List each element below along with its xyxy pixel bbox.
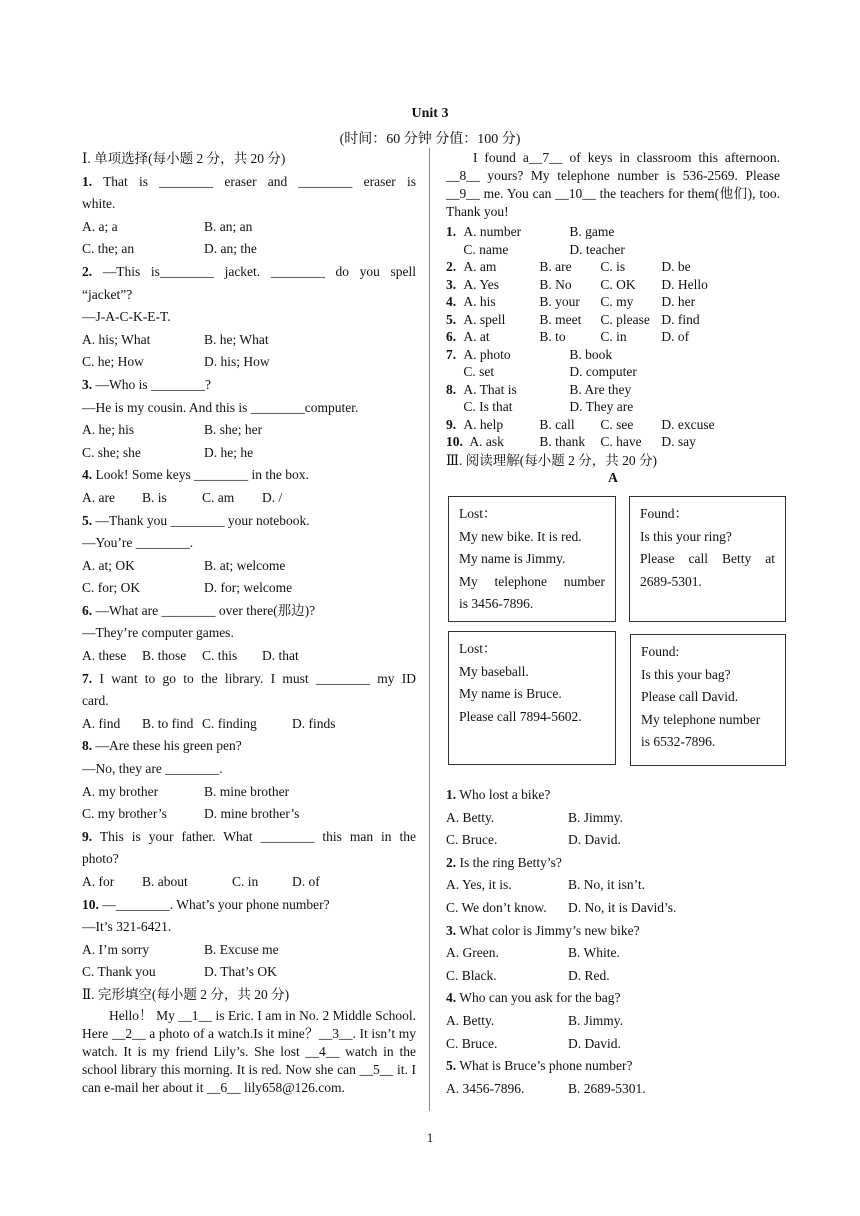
question-line [82,826,416,849]
option[interactable]: B. book [569,346,613,362]
notice-line: Please call Betty at [640,551,775,567]
page-title: Unit 3 [411,106,449,121]
notice-line: Lost： [459,641,497,656]
option-number: 1. [446,224,457,239]
option[interactable]: A. for [82,874,115,889]
option[interactable]: B. game [569,224,615,239]
question-text: white. [82,196,116,212]
question-text: This is your father. What ________ this man in the [99,828,416,844]
option[interactable]: B. thank [539,434,586,449]
cloze-option-row [446,381,780,399]
option[interactable]: B. to [539,329,566,344]
option[interactable]: B. about [142,874,188,889]
option-row [446,897,780,920]
question-number: 1. [82,173,93,189]
part-label: A [608,470,618,485]
option[interactable]: B. are [539,259,572,274]
option-row [82,351,416,374]
option-row [446,1033,780,1056]
question-line [446,920,780,943]
option-row [82,555,416,578]
question-number: 2. [82,263,93,279]
option[interactable]: D. computer [569,364,637,379]
option[interactable]: B. meet [539,311,582,327]
cloze-option-row [446,433,780,451]
question-number: 6. [82,602,93,618]
option[interactable]: A. these [82,648,127,664]
option[interactable]: B. those [142,648,187,664]
option[interactable]: A. 3456-7896. [446,1080,525,1096]
section3-heading: Ⅲ. 阅读理解(每小题 2 分，共 20 分) [446,452,658,468]
option[interactable]: D. That’s OK [204,964,277,980]
question-text: Who lost a bike? [459,787,551,802]
cloze-option-row [446,223,780,241]
option[interactable]: B. at; welcome [204,557,286,573]
question-text: —It’s 321-6421. [82,919,172,935]
option[interactable]: B. mine brother [204,783,290,799]
option[interactable]: C. have [600,434,642,449]
passage-text: Hello！ My __1__ is Eric. I am in No. 2 Middle School. Here __2__ a photo of a watch.Is it mine？__3__. It isn’t my watch. It is my friend Lily’s. She lost __4__ watch in the school library this morning. It is red. Now she can __5__ it. I can e-mail her about it __6__ lily658@126.com. [82,1007,416,1095]
question-number: 9. [82,828,93,844]
notice-line: Is this your bag? [641,666,731,682]
option[interactable]: D. mine brother’s [204,806,300,822]
option-row [82,329,416,352]
question-number: 3. [446,922,457,938]
notice-line: My name is Bruce. [459,686,562,702]
option[interactable]: C. set [463,364,495,379]
option[interactable]: A. am [463,259,497,274]
notice-lost-bike [448,496,616,622]
option-number: 4. [446,294,457,309]
option[interactable]: C. name [463,241,509,257]
notice-line: is 6532-7896. [641,734,716,750]
option-number: 9. [446,416,457,432]
option[interactable]: D. his; How [204,354,270,370]
option-number: 3. [446,276,457,292]
option-row [82,713,416,736]
option[interactable]: D. David. [568,832,621,848]
option[interactable]: C. We don’t know. [446,899,547,915]
option-row [82,645,416,668]
right-column [446,148,780,487]
option[interactable]: D. of [661,329,690,344]
notice-found-ring [629,496,786,622]
option[interactable]: D. an; the [204,241,257,257]
cloze-option-row [446,363,780,381]
question-line [82,668,416,691]
option[interactable]: A. Yes, it is. [446,877,512,893]
option-row [82,577,416,600]
question-text: —________. What’s your phone number? [102,896,330,912]
question-line [82,600,416,623]
option[interactable]: D. say [661,434,696,449]
notice-line: Is this your ring? [640,528,732,544]
option[interactable]: D. teacher [569,241,625,257]
option[interactable]: A. at [463,329,490,344]
option[interactable]: C. Bruce. [446,1035,498,1051]
question-line [82,464,416,487]
option[interactable]: C. the; an [82,241,135,257]
cloze-option-row [446,346,780,364]
cloze-option-row [446,258,780,276]
option[interactable]: A. spell [463,311,506,327]
option-number: 7. [446,346,457,362]
question-number: 3. [82,376,93,392]
option-row [446,874,780,897]
option-row [82,871,416,894]
question-number: 4. [82,467,93,483]
option[interactable]: D. No, it is David’s. [568,899,677,915]
reading-questions [446,784,780,1100]
option-row [82,781,416,804]
option-number: 6. [446,329,457,344]
option[interactable]: B. to find [142,715,194,731]
option[interactable]: A. Yes [463,276,500,292]
notice-line: is 3456-7896. [459,596,534,612]
question-text: What color is Jimmy’s new bike? [459,922,640,938]
cloze-option-row [446,293,780,311]
option[interactable]: A. my brother [82,783,159,799]
question-number: 5. [446,1058,457,1074]
option[interactable]: B. she; her [204,422,263,438]
option[interactable]: A. Betty. [446,1012,495,1028]
option[interactable]: D. / [262,489,283,505]
question-line [82,374,416,397]
question-number: 8. [82,738,93,754]
cloze-options [446,223,780,451]
option[interactable]: A. help [463,416,504,432]
page-number: 1 [426,1130,434,1145]
option-number: 10. [446,434,463,449]
notice-line: My baseball. [459,663,529,679]
option[interactable]: B. Are they [569,381,632,397]
option[interactable]: B. No, it isn’t. [568,877,646,893]
question-line [446,1055,780,1078]
option[interactable]: C. in [600,329,627,344]
option[interactable]: C. see [600,416,634,432]
question-line [82,735,416,758]
option[interactable]: C. in [232,874,259,889]
cloze-option-row [446,241,780,259]
option[interactable]: D. for; welcome [204,580,293,596]
option[interactable]: A. at; OK [82,557,135,573]
question-number: 4. [446,990,457,1006]
option[interactable]: D. her [661,294,696,309]
option[interactable]: C. he; How [82,354,144,370]
question-text: Is the ring Betty’s? [459,854,562,870]
option[interactable]: A. he; his [82,422,135,438]
question-text: —J-A-C-K-E-T. [82,309,171,325]
option[interactable]: B. is [142,489,167,505]
option[interactable]: A. are [82,489,115,505]
option-row [446,829,780,852]
option[interactable]: A. photo [463,346,511,362]
option-row [82,939,416,962]
option-number: 2. [446,259,457,274]
option-row [82,238,416,261]
question-text: —Thank you ________ your notebook. [95,512,310,528]
option[interactable]: D. Red. [568,967,610,983]
cloze-option-row [446,276,780,294]
question-line [446,784,780,807]
option-row [446,807,780,830]
notice-line: My name is Jimmy. [459,551,566,567]
option-row [82,487,416,510]
option[interactable]: C. for; OK [82,580,141,596]
question-line [82,894,416,917]
notice-line: Please call 7894-5602. [459,708,582,724]
question-number: 2. [446,854,457,870]
option-row [446,965,780,988]
notice-found-bag [630,634,786,766]
option[interactable]: A. his; What [82,331,151,347]
option[interactable]: A. Betty. [446,809,495,825]
option-number: 5. [446,311,457,327]
question-text: photo? [82,851,119,867]
option[interactable]: A. Green. [446,945,499,961]
option[interactable]: B. he; What [204,331,269,347]
option[interactable]: B. Excuse me [204,941,279,957]
option[interactable]: A. I’m sorry [82,941,150,957]
option[interactable]: A. find [82,715,121,731]
question-text: —This is________ jacket. ________ do you spell [102,263,416,279]
option[interactable]: B. your [539,294,580,309]
question-line [82,171,416,194]
option-number: 8. [446,381,457,397]
option[interactable]: B. No [539,276,572,292]
question-text: —You’re ________. [82,535,194,551]
option-row [446,1078,780,1101]
question-line [446,987,780,1010]
question-text: —What are ________ over there(那边)? [95,602,316,618]
notice-line: My new bike. It is red. [459,528,582,544]
question-text: —He is my cousin. And this is ________computer. [82,399,359,415]
option-row [82,442,416,465]
question-text: card. [82,693,109,709]
option[interactable]: D. be [661,259,691,274]
option[interactable]: A. a; a [82,218,118,234]
question-number: 10. [82,896,99,912]
notice-line: 2689-5301. [640,573,702,589]
option[interactable]: C. Black. [446,967,497,983]
question-line [82,261,416,284]
question-number: 5. [82,512,93,528]
notice-lost-baseball [448,631,616,765]
question-text: —Are these his green pen? [95,738,242,754]
option-row [446,1010,780,1033]
option[interactable]: D. They are [569,399,634,414]
question-text: What is Bruce’s phone number? [459,1058,633,1074]
option[interactable]: B. Jimmy. [568,809,624,825]
option[interactable]: D. David. [568,1035,621,1051]
notice-line: My telephone number [459,573,605,589]
cloze-passage-right [446,149,780,221]
option[interactable]: B. an; an [204,218,253,234]
question-line [446,852,780,875]
cloze-option-row [446,416,780,434]
left-column [82,148,416,1097]
option[interactable]: C. Thank you [82,964,156,980]
option[interactable]: D. finds [292,715,336,731]
passage-text: I found a__7__ of keys in classroom this afternoon. __8__ yours? My telephone number is 536-2569. Please __9__ me. You can __10__ the teachers for them(他们), too. Thank you! [446,150,780,219]
option[interactable]: B. Jimmy. [568,1012,624,1028]
option[interactable]: D. he; he [204,444,254,460]
option-row [82,216,416,239]
cloze-passage-left [82,1007,416,1097]
question-number: 7. [82,670,93,686]
option[interactable]: D. find [661,311,700,327]
option[interactable]: D. Hello [661,276,708,292]
option[interactable]: C. am [202,489,235,505]
notice-line: Please call David. [641,689,739,705]
question-text: I want to go to the library. I must ________ my ID [99,670,416,686]
question-text: —Who is ________? [95,376,211,392]
option[interactable]: C. Is that [463,399,513,414]
notice-line: Lost： [459,506,497,521]
question-text: “jacket”? [82,286,133,302]
section2-heading: Ⅱ. 完形填空(每小题 2 分，共 20 分) [82,986,290,1002]
option-row [446,942,780,965]
section1-heading: Ⅰ. 单项选择(每小题 2 分，共 20 分) [82,151,286,166]
question-text: —They’re computer games. [82,625,234,641]
option[interactable]: B. White. [568,945,620,961]
option[interactable]: C. OK [600,276,636,292]
option[interactable]: C. my brother’s [82,806,167,822]
option-row [82,419,416,442]
cloze-option-row [446,311,780,329]
option[interactable]: C. please [600,311,650,327]
option[interactable]: B. 2689-5301. [568,1080,646,1096]
option[interactable]: C. finding [202,715,257,731]
notice-line: Found： [640,506,689,521]
question-line [82,510,416,533]
option[interactable]: A. his [463,294,496,309]
notice-line: My telephone number [641,711,761,727]
option[interactable]: C. she; she [82,444,141,460]
question-text: Look! Some keys ________ in the box. [95,467,309,483]
column-divider [429,148,430,1111]
option[interactable]: D. excuse [661,416,715,432]
option[interactable]: D. of [292,874,320,889]
cloze-option-row [446,398,780,416]
option[interactable]: A. number [463,224,522,239]
question-text: —No, they are ________. [82,761,223,777]
question-number: 1. [446,787,457,802]
question-text: That is ________ eraser and ________ eraser is [103,173,416,189]
option[interactable]: C. is [600,259,626,274]
option[interactable]: D. that [262,648,299,664]
option[interactable]: C. my [600,294,634,309]
option-row [82,803,416,826]
cloze-option-row [446,328,780,346]
page-subtitle: (时间：60 分钟 分值：100 分) [339,132,521,147]
notice-line: Found: [641,644,680,659]
option[interactable]: A. That is [463,381,517,397]
option[interactable]: A. ask [469,434,504,449]
option[interactable]: C. this [202,648,238,664]
option[interactable]: C. Bruce. [446,832,498,848]
option[interactable]: B. call [539,416,575,432]
question-text: Who can you ask for the bag? [459,990,621,1006]
option-row [82,961,416,984]
